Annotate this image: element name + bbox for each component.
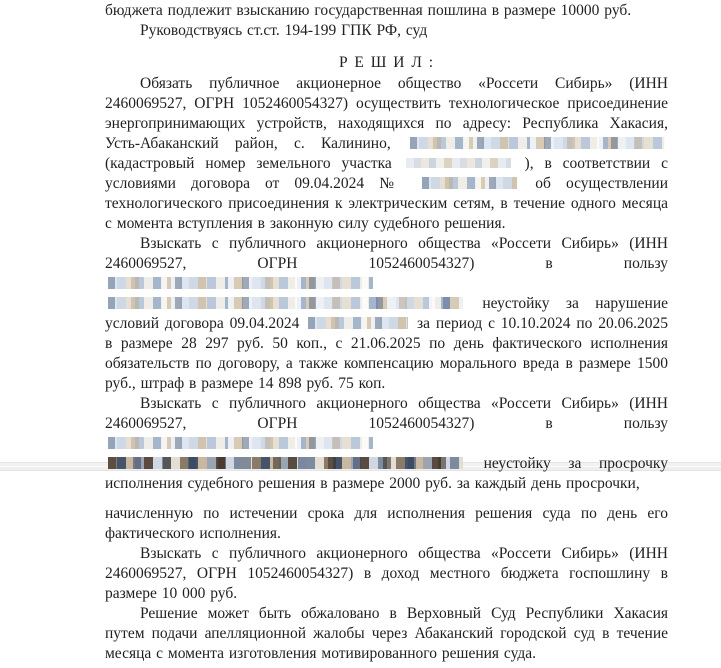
- redacted-claimant-name-block: [108, 437, 373, 449]
- redacted-contract-number-block: [422, 177, 517, 189]
- redacted-address-block: [410, 137, 665, 149]
- text-segment: Взыскать с публичного акционерного общества «Россети Сибирь» (ИНН 2460069527, ОГРН 1052460054327) в пользу: [105, 395, 668, 432]
- paragraph-appeal-procedure: Решение может быть обжаловано в Верховный Суд Республики Хакасия путем подачи апелляционной жалобы через Абаканский городской суд в течение месяца с момента изготовления мотивированного решения суда.: [105, 605, 668, 662]
- text-segment: за период с 10.10.2024 по 20.06.2025 в размере 28 297 руб. 50 коп., с 21.06.2025 по день фактического исполнения обязательств по договору, а также компенсацию морального вреда в размере 1500 руб., штраф в размере 14 898 руб. 75 коп.: [105, 315, 668, 392]
- paragraph-penalty-contract: [105, 234, 668, 394]
- paragraph-penalty-judgment: [105, 394, 668, 494]
- document-page-2: [0, 472, 721, 668]
- paragraph-state-duty: Взыскать с публичного акционерного общества «Россети Сибирь» (ИНН 2460069527, ОГРН 1052460054327) в доход местного бюджета госпошлину в размере 10 000 руб.: [105, 545, 668, 602]
- text-segment: неустойку за нарушение условий договора 09.04.2024: [105, 295, 669, 332]
- text-segment: об осуществлении технологического присоединения к электрическим сетям, в течение одного месяца с момента вступления в законную силу судебного решения.: [105, 175, 669, 232]
- text-segment: Взыскать с публичного акционерного общества «Россети Сибирь» (ИНН 2460069527, ОГРН 1052460054327) в пользу: [105, 235, 668, 272]
- redacted-claimant-details-block: [108, 457, 463, 469]
- paragraph-penalty-continuation: начисленную по истечении срока для исполнения решения суда по день его фактического исполнения.: [105, 505, 668, 542]
- redacted-claimant-name-block: [108, 277, 373, 289]
- redacted-contract-number-block: [308, 317, 408, 329]
- redacted-claimant-details-block: [108, 297, 463, 309]
- text-segment: неустойку за просрочку исполнения судебного решения в размере 2000 руб. за каждый день просрочки,: [105, 455, 668, 492]
- paragraph-guided-by: Руководствуясь ст.ст. 194-199 ГПК РФ, суд: [140, 22, 428, 39]
- text-segment: Обязать публичное акционерное общество «Россети Сибирь» (ИНН 2460069527, ОГРН 1052460054327) осуществить технологическое присоединение энергопринимающих устройств, находящихся по адресу: Республика Хакасия, Усть-Абаканский район, с. Калинино,: [105, 75, 668, 152]
- paragraph-obligate-connection: [105, 74, 668, 234]
- decision-heading: Р Е Ш И Л :: [338, 54, 435, 71]
- paragraph-duty-intro: бюджета подлежит взысканию государственная пошлина в размере 10000 руб.: [105, 2, 632, 19]
- text-segment: (кадастровый номер земельного участка: [105, 155, 392, 172]
- redacted-cadastral-number-block: [406, 158, 511, 168]
- text-segment: ), в соответствии с условиями договора от 09.04.2024 №: [105, 155, 668, 192]
